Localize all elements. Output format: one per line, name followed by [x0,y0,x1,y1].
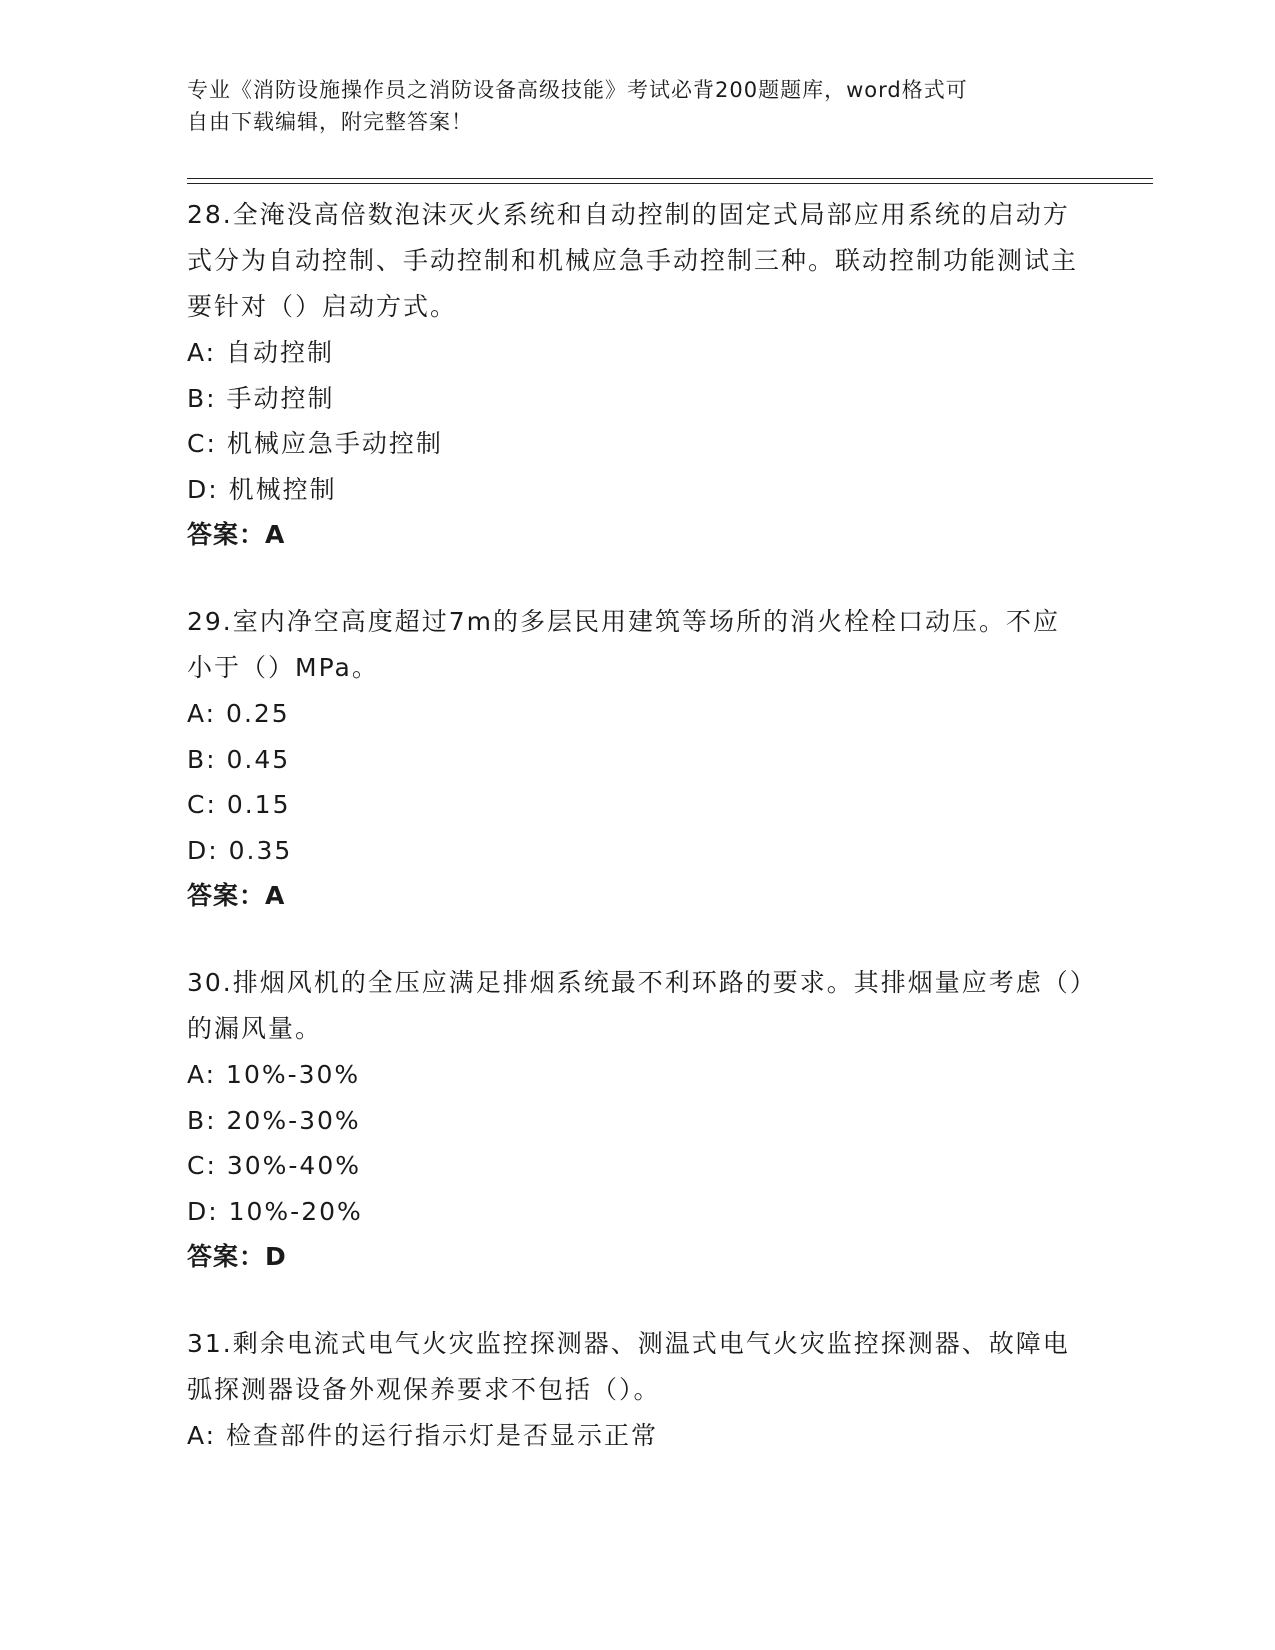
question-stem: 30.排烟风机的全压应满足排烟系统最不利环路的要求。其排烟量应考虑（）的漏风量。 [187,968,1085,1043]
question-stem: 29.室内净空高度超过7m的多层民用建筑等场所的消火栓栓口动压。不应小于（）MPa。 [187,607,1061,682]
header-divider-top [187,178,1153,179]
question-29 [187,599,1087,919]
option-d: D: 机械控制 [187,474,337,504]
option-b: B: 0.45 [187,744,291,774]
option-d: D: 10%-20% [187,1196,363,1226]
answer: 答案：A [187,881,286,910]
option-c: C: 机械应急手动控制 [187,429,443,458]
option-a: A: 0.25 [187,699,290,728]
question-list [187,192,1087,1500]
question-28 [187,192,1087,558]
header-divider-bottom [187,183,1153,184]
option-b: B: 手动控制 [187,383,335,413]
option-d: D: 0.35 [187,835,293,865]
question-stem: 28.全淹没高倍数泡沫灭火系统和自动控制的固定式局部应用系统的启动方式分为自动控制、手动控制和机械应急手动控制三种。联动控制功能测试主要针对（）启动方式。 [187,200,1079,321]
question-30 [187,960,1087,1280]
header-line-1: 专业《消防设施操作员之消防设备高级技能》考试必背200题题库，word格式可 [187,78,968,102]
answer: 答案：D [187,1242,287,1271]
option-a: A: 检查部件的运行指示灯是否显示正常 [187,1421,659,1450]
option-b: B: 20%-30% [187,1105,361,1135]
document-header [187,74,1087,138]
option-c: C: 30%-40% [187,1151,361,1180]
answer: 答案：A [187,520,286,549]
header-line-2: 自由下载编辑，附完整答案！ [187,110,473,134]
question-31 [187,1321,1087,1459]
option-a: A: 10%-30% [187,1060,361,1089]
option-a: A: 自动控制 [187,338,335,367]
question-stem: 31.剩余电流式电气火灾监控探测器、测温式电气火灾监控探测器、故障电弧探测器设备外观保养要求不包括（）。 [187,1329,1070,1404]
option-c: C: 0.15 [187,790,291,819]
